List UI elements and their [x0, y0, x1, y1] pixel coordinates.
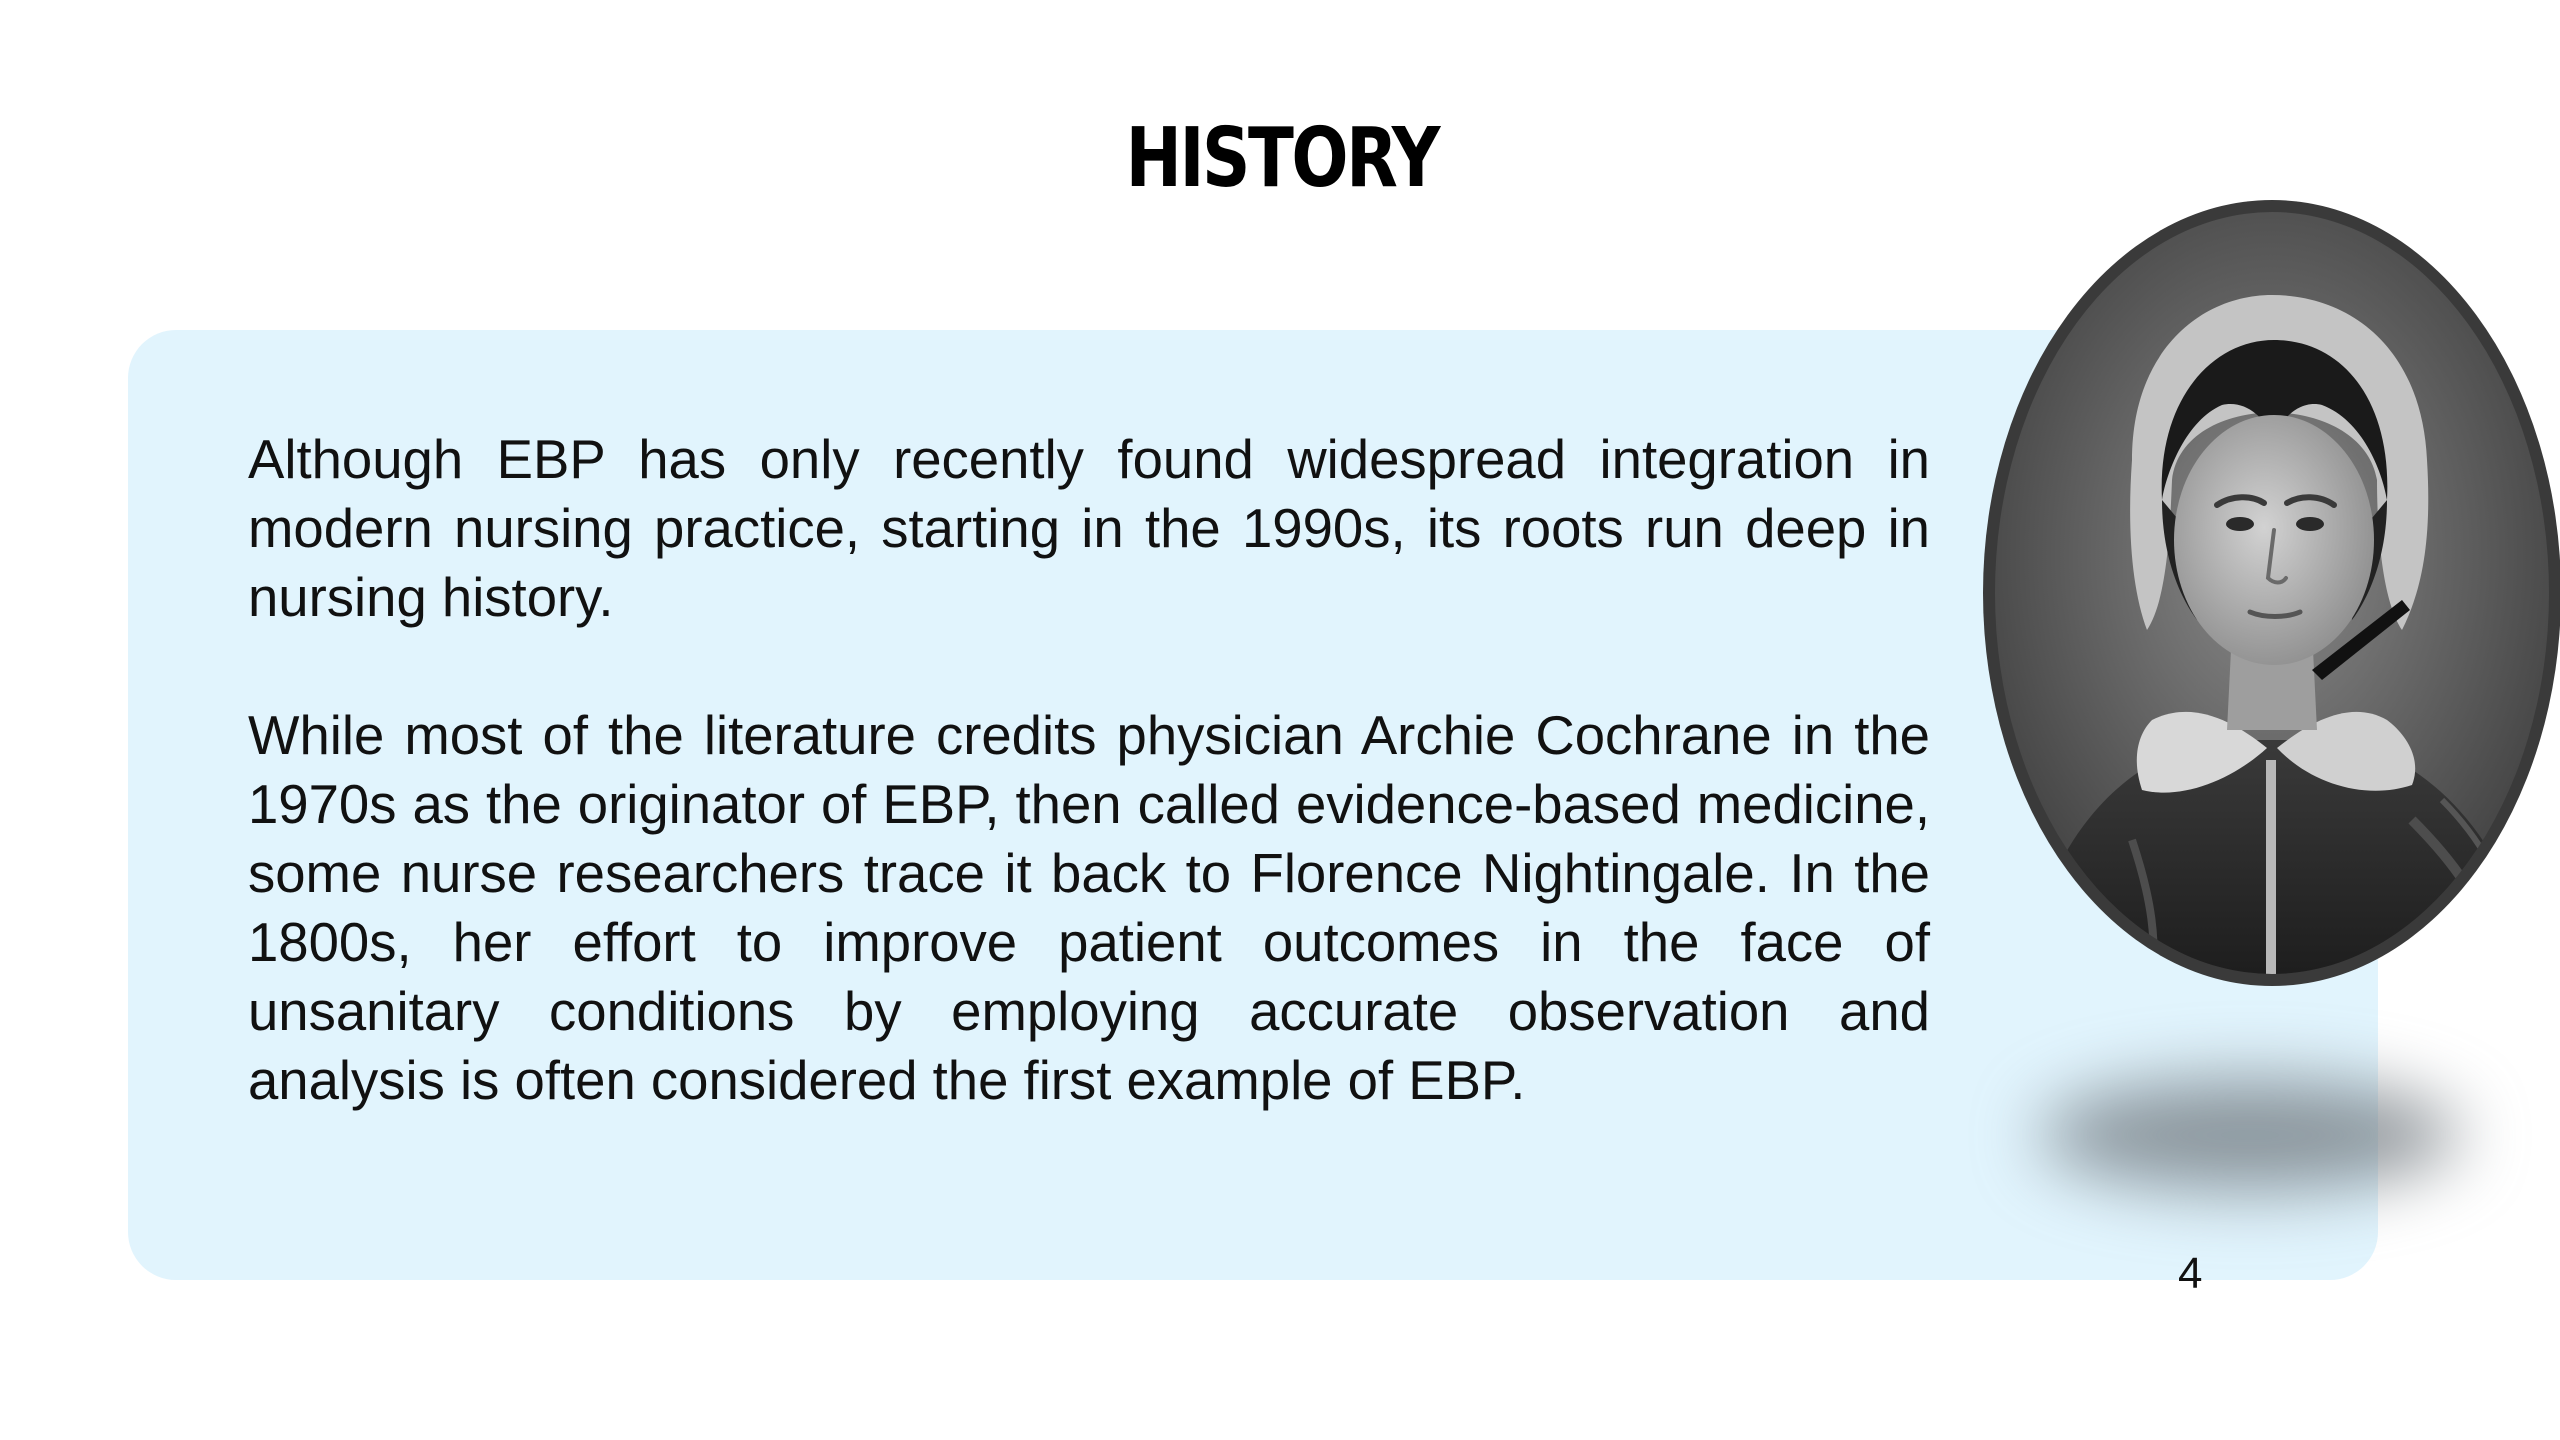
- portrait-icon: [1982, 200, 2560, 990]
- portrait-photo: [1982, 200, 2560, 990]
- paragraph-2: While most of the literature credits physician Archie Cochrane in the 1970s as the originator of EBP, then called evidence-based medicine, some nurse researchers trace it back to Florence Nightingale. In the 1800s, her effort to improve patient outcomes in the face of unsanitary conditions by employing accurate observation and analysis is often considered the first example of EBP.: [248, 705, 1930, 1111]
- body-text: [248, 425, 1930, 1184]
- paragraph-1: Although EBP has only recently found widespread integration in modern nursing practice, starting in the 1990s, its roots run deep in nursing history.: [248, 429, 1930, 628]
- slide-title: HISTORY: [1125, 111, 1438, 206]
- page-number: 4: [2178, 1249, 2203, 1298]
- image-shadow: [2040, 1080, 2460, 1190]
